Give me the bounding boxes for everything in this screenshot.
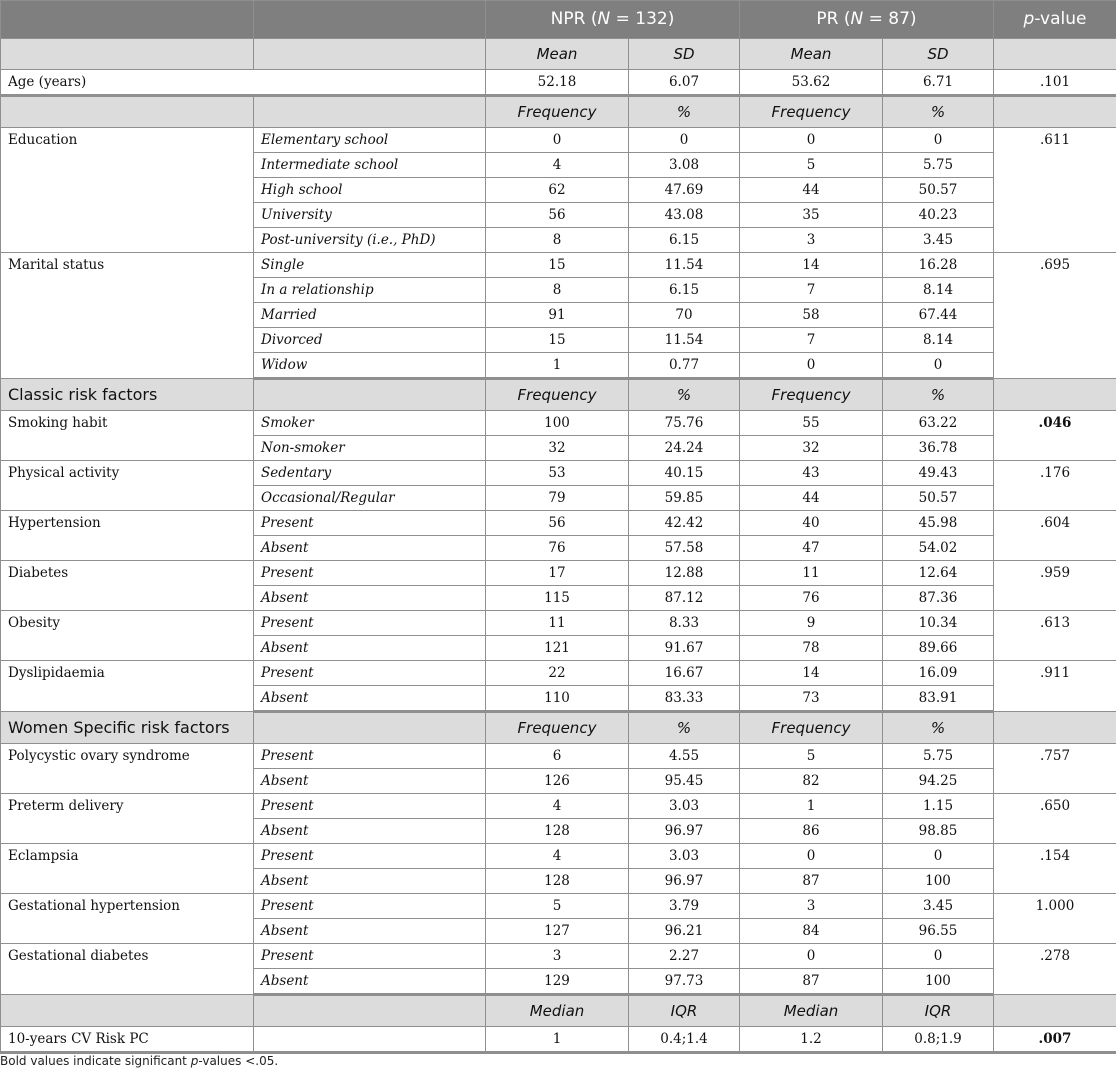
cell-value: 43.08 <box>629 203 740 228</box>
cell-value: 15 <box>486 328 629 353</box>
cell-value: 73 <box>740 686 883 712</box>
row-label: Age (years) <box>1 70 486 96</box>
cell-value: 15 <box>486 253 629 278</box>
frequency-header: Frequency <box>486 379 629 411</box>
category-label: Present <box>254 511 486 536</box>
cell-value: 87.36 <box>883 586 994 611</box>
category-label: Absent <box>254 769 486 794</box>
cell-value: 8.14 <box>883 278 994 303</box>
row-label: Gestational hypertension <box>1 894 254 944</box>
p-value: .278 <box>994 944 1116 995</box>
p-value: 1.000 <box>994 894 1116 944</box>
p-value: .611 <box>994 128 1116 253</box>
cell-value: 97.73 <box>629 969 740 995</box>
cell-value: 32 <box>740 436 883 461</box>
category-label: Absent <box>254 919 486 944</box>
category-label: Divorced <box>254 328 486 353</box>
iqr-header: IQR <box>883 995 994 1027</box>
category-label: Absent <box>254 819 486 844</box>
cell-value: 40.15 <box>629 461 740 486</box>
cell-value: 6.07 <box>629 70 740 96</box>
cell-value: 96.21 <box>629 919 740 944</box>
cell-value: 42.42 <box>629 511 740 536</box>
cell-value: 58 <box>740 303 883 328</box>
p-value: .959 <box>994 561 1116 611</box>
cell-value: 1 <box>740 794 883 819</box>
cell-value: 7 <box>740 328 883 353</box>
cell-value: 100 <box>486 411 629 436</box>
cell-value: 16.28 <box>883 253 994 278</box>
cell-value: 49.43 <box>883 461 994 486</box>
cell-value: 62 <box>486 178 629 203</box>
category-label: Present <box>254 561 486 586</box>
cell-value: 3.08 <box>629 153 740 178</box>
sd-header: SD <box>629 39 740 70</box>
cell-value: 1 <box>486 1027 629 1053</box>
cell-value: 100 <box>883 969 994 995</box>
cell-value: 127 <box>486 919 629 944</box>
data-row <box>1 511 1116 536</box>
row-label: Obesity <box>1 611 254 661</box>
p-value: .101 <box>994 70 1116 96</box>
cell-value: 52.18 <box>486 70 629 96</box>
category-label: High school <box>254 178 486 203</box>
cell-value: 128 <box>486 869 629 894</box>
cell-value: 1.15 <box>883 794 994 819</box>
category-label: In a relationship <box>254 278 486 303</box>
frequency-header: Frequency <box>740 379 883 411</box>
classic-section-header <box>1 379 1116 411</box>
row-label: Smoking habit <box>1 411 254 461</box>
p-value: .154 <box>994 844 1116 894</box>
p-value-header: p-value <box>994 1 1116 39</box>
median-header: Median <box>740 995 883 1027</box>
category-label: Widow <box>254 353 486 379</box>
cell-value: 5 <box>740 153 883 178</box>
cell-value: 0 <box>883 353 994 379</box>
cell-value: 14 <box>740 253 883 278</box>
cell-value: 115 <box>486 586 629 611</box>
frequency-header: Frequency <box>486 96 629 128</box>
cell-value: 96.97 <box>629 819 740 844</box>
cell-value: 121 <box>486 636 629 661</box>
cell-value: 56 <box>486 511 629 536</box>
cell-value: 17 <box>486 561 629 586</box>
row-label: Dyslipidaemia <box>1 661 254 712</box>
cell-value: 70 <box>629 303 740 328</box>
cell-value: 128 <box>486 819 629 844</box>
cell-value: 24.24 <box>629 436 740 461</box>
cell-value: 4 <box>486 153 629 178</box>
cell-value: 126 <box>486 769 629 794</box>
row-label: Physical activity <box>1 461 254 511</box>
cell-value: 8 <box>486 278 629 303</box>
percent-header: % <box>883 379 994 411</box>
p-value: .613 <box>994 611 1116 661</box>
category-label: Present <box>254 844 486 869</box>
p-value: .176 <box>994 461 1116 511</box>
frequency-header-row <box>1 96 1116 128</box>
cell-value: 1 <box>486 353 629 379</box>
data-row <box>1 744 1116 769</box>
data-row <box>1 461 1116 486</box>
cell-value: 10.34 <box>883 611 994 636</box>
cell-value: 54.02 <box>883 536 994 561</box>
cell-value: 83.91 <box>883 686 994 712</box>
category-label: Single <box>254 253 486 278</box>
cell-value: 6 <box>486 744 629 769</box>
iqr-header: IQR <box>629 995 740 1027</box>
data-row <box>1 411 1116 436</box>
cell-value: 95.45 <box>629 769 740 794</box>
cell-value: 6.71 <box>883 70 994 96</box>
frequency-header: Frequency <box>740 712 883 744</box>
cell-value: 63.22 <box>883 411 994 436</box>
cell-value: 1.2 <box>740 1027 883 1053</box>
footnote: Bold values indicate significant p-values <.05. <box>0 1054 279 1068</box>
category-label: Present <box>254 944 486 969</box>
cell-value: 3 <box>740 894 883 919</box>
category-label: Absent <box>254 536 486 561</box>
cell-value: 0 <box>740 353 883 379</box>
cell-value: 6.15 <box>629 228 740 253</box>
cell-value: 59.85 <box>629 486 740 511</box>
cell-value: 3 <box>486 944 629 969</box>
women-section-header <box>1 712 1116 744</box>
data-row <box>1 894 1116 919</box>
cell-value: 35 <box>740 203 883 228</box>
section-title: Classic risk factors <box>1 379 254 411</box>
category-label: Present <box>254 611 486 636</box>
cell-value: 67.44 <box>883 303 994 328</box>
cell-value: 96.97 <box>629 869 740 894</box>
cell-value: 87.12 <box>629 586 740 611</box>
cell-value: 0 <box>740 944 883 969</box>
data-row <box>1 944 1116 969</box>
median-header-row <box>1 995 1116 1027</box>
p-value: .757 <box>994 744 1116 794</box>
category-label: Smoker <box>254 411 486 436</box>
cell-value: 4 <box>486 794 629 819</box>
category-label: Absent <box>254 869 486 894</box>
cell-value: 16.09 <box>883 661 994 686</box>
cell-value: 47.69 <box>629 178 740 203</box>
cell-value: 47 <box>740 536 883 561</box>
category-label: Elementary school <box>254 128 486 153</box>
cell-value: 91.67 <box>629 636 740 661</box>
row-label: Hypertension <box>1 511 254 561</box>
row-label: Diabetes <box>1 561 254 611</box>
p-value: .604 <box>994 511 1116 561</box>
category-label: Post-university (i.e., PhD) <box>254 228 486 253</box>
cell-value: 11.54 <box>629 253 740 278</box>
category-label: Absent <box>254 636 486 661</box>
category-label: Absent <box>254 686 486 712</box>
cell-value: 8.33 <box>629 611 740 636</box>
median-header: Median <box>486 995 629 1027</box>
cell-value: 96.55 <box>883 919 994 944</box>
percent-header: % <box>883 96 994 128</box>
cell-value: 12.64 <box>883 561 994 586</box>
data-row <box>1 661 1116 686</box>
cell-value: 45.98 <box>883 511 994 536</box>
mean-header: Mean <box>486 39 629 70</box>
category-label: Present <box>254 744 486 769</box>
cell-value: 22 <box>486 661 629 686</box>
data-row <box>1 561 1116 586</box>
cell-value: 3.03 <box>629 794 740 819</box>
cell-value: 16.67 <box>629 661 740 686</box>
category-label: Present <box>254 661 486 686</box>
data-row <box>1 128 1116 153</box>
p-value: .911 <box>994 661 1116 712</box>
frequency-header: Frequency <box>486 712 629 744</box>
cell-value: 14 <box>740 661 883 686</box>
cell-value: 87 <box>740 869 883 894</box>
cell-value: 0 <box>486 128 629 153</box>
category-label: Occasional/Regular <box>254 486 486 511</box>
data-row <box>1 844 1116 869</box>
cell-value: 40.23 <box>883 203 994 228</box>
cell-value: 4 <box>486 844 629 869</box>
cell-value: 2.27 <box>629 944 740 969</box>
cell-value: 3.45 <box>883 894 994 919</box>
sd-header: SD <box>883 39 994 70</box>
cell-value: 11.54 <box>629 328 740 353</box>
category-label: Intermediate school <box>254 153 486 178</box>
row-label: Eclampsia <box>1 844 254 894</box>
cell-value: 36.78 <box>883 436 994 461</box>
cell-value: 4.55 <box>629 744 740 769</box>
cell-value: 5.75 <box>883 153 994 178</box>
p-value: .007 <box>994 1027 1116 1053</box>
cell-value: 87 <box>740 969 883 995</box>
cell-value: 50.57 <box>883 486 994 511</box>
cell-value: 0.77 <box>629 353 740 379</box>
row-label: Preterm delivery <box>1 794 254 844</box>
p-value: .695 <box>994 253 1116 379</box>
cell-value: 9 <box>740 611 883 636</box>
cell-value: 0 <box>883 844 994 869</box>
cell-value: 83.33 <box>629 686 740 712</box>
cell-value: 3 <box>740 228 883 253</box>
cell-value: 44 <box>740 178 883 203</box>
cell-value: 0 <box>629 128 740 153</box>
category-label: Present <box>254 894 486 919</box>
section-title: Women Specific risk factors <box>1 712 254 744</box>
cell-value: 11 <box>740 561 883 586</box>
cell-value: 53 <box>486 461 629 486</box>
cell-value: 5.75 <box>883 744 994 769</box>
cell-value: 84 <box>740 919 883 944</box>
p-value: .650 <box>994 794 1116 844</box>
cell-value: 3.45 <box>883 228 994 253</box>
data-row <box>1 794 1116 819</box>
cell-value: 0 <box>883 128 994 153</box>
cell-value: 78 <box>740 636 883 661</box>
cell-value: 43 <box>740 461 883 486</box>
percent-header: % <box>629 712 740 744</box>
cell-value: 5 <box>740 744 883 769</box>
cell-value: 6.15 <box>629 278 740 303</box>
cv-risk-row <box>1 1027 1116 1053</box>
data-row <box>1 253 1116 278</box>
cell-value: 56 <box>486 203 629 228</box>
category-label: Absent <box>254 969 486 995</box>
cell-value: 94.25 <box>883 769 994 794</box>
category-label: Absent <box>254 586 486 611</box>
cell-value: 129 <box>486 969 629 995</box>
cell-value: 57.58 <box>629 536 740 561</box>
cell-value: 53.62 <box>740 70 883 96</box>
row-label: 10-years CV Risk PC <box>1 1027 254 1053</box>
cell-value: 3.79 <box>629 894 740 919</box>
cell-value: 7 <box>740 278 883 303</box>
cell-value: 8 <box>486 228 629 253</box>
cell-value: 100 <box>883 869 994 894</box>
cell-value: 76 <box>740 586 883 611</box>
cell-value: 76 <box>486 536 629 561</box>
category-label: University <box>254 203 486 228</box>
cell-value: 3.03 <box>629 844 740 869</box>
cell-value: 110 <box>486 686 629 712</box>
frequency-header: Frequency <box>740 96 883 128</box>
column-header-row <box>1 1 1116 39</box>
cell-value: 0.8;1.9 <box>883 1027 994 1053</box>
category-label: Sedentary <box>254 461 486 486</box>
cell-value: 40 <box>740 511 883 536</box>
percent-header: % <box>629 379 740 411</box>
cell-value: 50.57 <box>883 178 994 203</box>
p-value: .046 <box>994 411 1116 461</box>
row-label: Education <box>1 128 254 253</box>
npr-group-header: NPR (N = 132) <box>486 1 740 39</box>
cell-value: 12.88 <box>629 561 740 586</box>
cell-value: 82 <box>740 769 883 794</box>
cell-value: 8.14 <box>883 328 994 353</box>
mean-sd-header-row <box>1 39 1116 70</box>
cell-value: 55 <box>740 411 883 436</box>
cell-value: 89.66 <box>883 636 994 661</box>
pr-group-header: PR (N = 87) <box>740 1 994 39</box>
category-label: Present <box>254 794 486 819</box>
row-label: Gestational diabetes <box>1 944 254 995</box>
data-row <box>1 611 1116 636</box>
percent-header: % <box>629 96 740 128</box>
cell-value: 91 <box>486 303 629 328</box>
cell-value: 75.76 <box>629 411 740 436</box>
cell-value: 11 <box>486 611 629 636</box>
row-label: Polycystic ovary syndrome <box>1 744 254 794</box>
cell-value: 32 <box>486 436 629 461</box>
percent-header: % <box>883 712 994 744</box>
mean-header: Mean <box>740 39 883 70</box>
cell-value: 0.4;1.4 <box>629 1027 740 1053</box>
row-label: Marital status <box>1 253 254 379</box>
category-label: Married <box>254 303 486 328</box>
category-label: Non-smoker <box>254 436 486 461</box>
cell-value: 0 <box>740 844 883 869</box>
cell-value: 0 <box>740 128 883 153</box>
cell-value: 44 <box>740 486 883 511</box>
cell-value: 98.85 <box>883 819 994 844</box>
cell-value: 79 <box>486 486 629 511</box>
cell-value: 0 <box>883 944 994 969</box>
cell-value: 5 <box>486 894 629 919</box>
age-row <box>1 70 1116 96</box>
cell-value: 86 <box>740 819 883 844</box>
